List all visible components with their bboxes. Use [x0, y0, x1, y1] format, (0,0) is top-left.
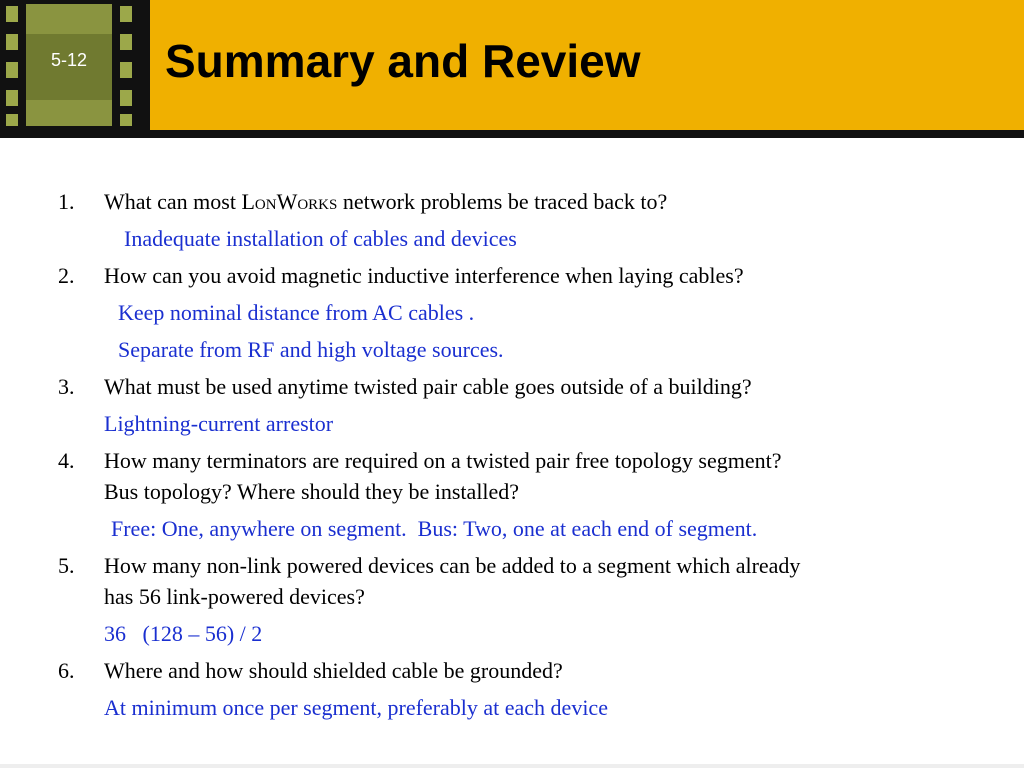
film-hole: [6, 114, 18, 126]
question-part: What can most: [104, 189, 242, 214]
answer-text: Lightning-current arrestor: [104, 411, 334, 436]
film-edge: [140, 0, 150, 130]
film-hole: [120, 34, 132, 50]
film-strip-icon: [0, 0, 140, 130]
answer-text: Keep nominal distance from AC cables .: [118, 300, 475, 325]
question-line: Bus topology? Where should they be installed?: [104, 479, 520, 504]
question-text: Where and how should shielded cable be grounded?: [104, 658, 563, 683]
film-hole: [6, 6, 18, 22]
film-hole: [120, 114, 132, 126]
question-text: [104, 186, 1008, 217]
film-hole: [120, 62, 132, 78]
question-text: What must be used anytime twisted pair cable goes outside of a building?: [104, 374, 752, 399]
film-hole: [120, 6, 132, 22]
review-item: [0, 186, 1024, 254]
question-part: network problems be traced back to?: [337, 189, 668, 214]
review-item: [0, 655, 1024, 723]
answer-text: Separate from RF and high voltage sources.: [118, 337, 504, 362]
header-rule: [0, 130, 1024, 138]
review-list: [0, 186, 1024, 723]
answer-text: Free: One, anywhere on segment. Bus: Two, one at each end of segment.: [111, 516, 758, 541]
item-number: 3.: [58, 374, 75, 399]
film-hole: [6, 62, 18, 78]
film-hole: [120, 90, 132, 106]
brand-name: LonWorks: [241, 189, 338, 214]
review-item: [0, 371, 1024, 439]
film-frame-top: [26, 4, 112, 34]
item-number: 6.: [58, 658, 75, 683]
question-line: How many non-link powered devices can be added to a segment which already: [104, 553, 801, 578]
answer-text: At minimum once per segment, preferably at each device: [104, 695, 608, 720]
slide-number: 5-12: [50, 50, 88, 70]
review-item: [0, 550, 1024, 649]
review-item: [0, 445, 1024, 544]
item-number: 5.: [58, 553, 75, 578]
question-line: How many terminators are required on a twisted pair free topology segment?: [104, 448, 782, 473]
question-line: has 56 link-powered devices?: [104, 584, 365, 609]
item-number: 2.: [58, 263, 75, 288]
review-item: [0, 260, 1024, 365]
question-text: How can you avoid magnetic inductive interference when laying cables?: [104, 263, 744, 288]
film-hole: [6, 90, 18, 106]
film-frame-bottom: [26, 100, 112, 126]
film-hole: [6, 34, 18, 50]
answer-text: Inadequate installation of cables and devices: [124, 226, 517, 251]
answer-text: 36 (128 – 56) / 2: [104, 621, 263, 646]
bottom-rule: [0, 764, 1024, 768]
item-number: 4.: [58, 448, 75, 473]
item-number: 1.: [58, 189, 75, 214]
slide-title: Summary and Review: [165, 35, 641, 87]
